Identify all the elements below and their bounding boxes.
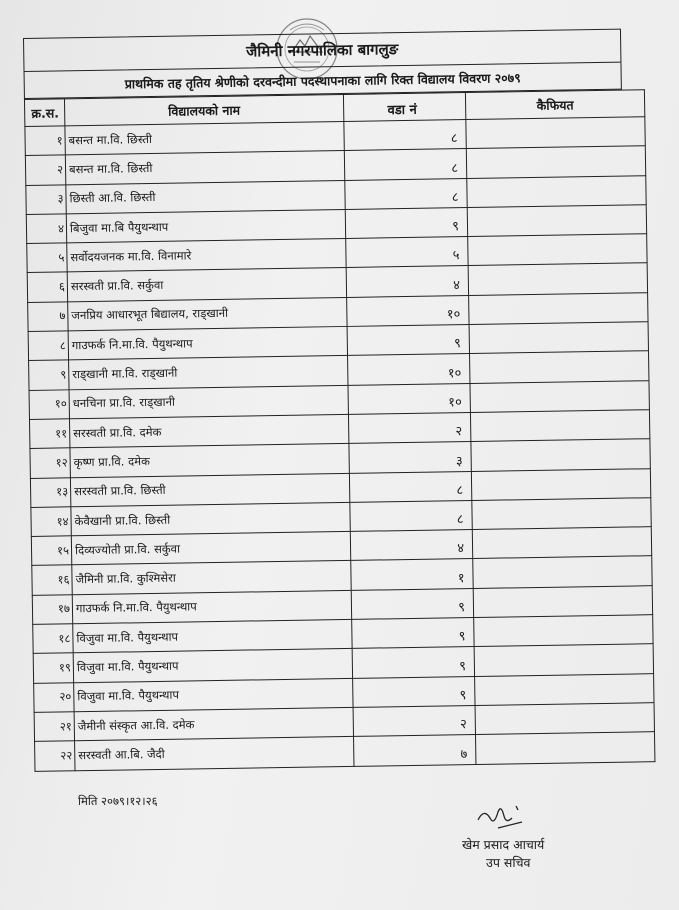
row-ward-number: ३ — [349, 442, 471, 473]
row-ward-number: ९ — [345, 207, 467, 238]
document-subtitle: प्राथमिक तह तृतिय श्रेणीको दरवन्दीमा पदस्थापनाका लागि रिक्त विद्यालय विवरण २०७९ — [24, 63, 622, 99]
row-school-name: जैमिनी प्रा.वि. कुश्मिसेरा — [72, 561, 351, 595]
row-ward-number: ९ — [352, 647, 474, 678]
row-remark — [468, 234, 647, 266]
document-date: मिति २०७९।१२।२६ — [78, 794, 158, 808]
row-serial-number: १५ — [31, 536, 71, 566]
row-school-name: धनचिना प्रा.वि. राड्खानी — [69, 385, 348, 419]
row-remark — [475, 673, 654, 705]
row-ward-number: १० — [348, 383, 470, 414]
vacancy-document — [23, 29, 632, 772]
row-serial-number: ७ — [28, 302, 68, 332]
row-serial-number: ६ — [27, 272, 67, 302]
row-school-name: विजुवा मा.वि. पैयुथन्थाप — [74, 678, 353, 712]
row-ward-number: ९ — [351, 588, 473, 619]
row-serial-number: ५ — [27, 243, 67, 273]
row-serial-number: ४ — [26, 214, 66, 244]
row-serial-number: ११ — [29, 419, 69, 449]
row-remark — [471, 468, 650, 500]
row-remark — [471, 439, 650, 471]
row-ward-number: ८ — [344, 149, 466, 180]
row-school-name: सरस्वती प्रा.वि. छिस्ती — [70, 473, 349, 507]
row-school-name: गाउफर्क नि.मा.वि. पैयुथन्थाप — [72, 590, 351, 624]
row-school-name: बिजुवा मा.बि पैयुथन्थाप — [66, 209, 345, 243]
row-serial-number: १ — [25, 126, 65, 156]
row-school-name: जैमीनी संस्कृत आ.वि. दमेक — [74, 707, 353, 741]
row-remark — [469, 293, 648, 325]
row-ward-number: १० — [348, 354, 470, 385]
row-remark — [472, 527, 651, 559]
row-school-name: सर्वोदयजनक मा.वि. विनामारे — [67, 239, 346, 273]
row-serial-number: ९ — [29, 360, 69, 390]
row-ward-number: ८ — [345, 178, 467, 209]
row-ward-number: ४ — [350, 530, 472, 561]
row-remark — [467, 205, 646, 237]
signer-name: खेम प्रसाद आचार्य — [462, 837, 545, 852]
row-remark — [470, 351, 649, 383]
row-school-name: विजुवा मा.वि. पैयुथन्थाप — [73, 649, 352, 683]
row-school-name: बसन्त मा.वि. छिस्ती — [65, 121, 344, 155]
row-serial-number: १९ — [33, 653, 73, 683]
row-ward-number: ९ — [352, 618, 474, 649]
row-school-name: दिव्यज्योती प्रा.वि. सर्कुवा — [71, 532, 350, 566]
row-serial-number: २० — [34, 682, 74, 712]
row-ward-number: २ — [348, 412, 470, 443]
signer-post: उप सचिव — [486, 855, 531, 870]
row-ward-number: ७ — [354, 735, 476, 766]
row-remark — [473, 556, 652, 588]
municipality-title: जैमिनी नगरपालिका बागलुङ — [23, 29, 621, 72]
row-remark — [474, 644, 653, 676]
row-serial-number: १७ — [32, 595, 72, 625]
row-remark — [467, 175, 646, 207]
row-school-name: सरस्वती प्रा.वि. सर्कुवा — [67, 268, 346, 302]
row-remark — [474, 615, 653, 647]
row-school-name: राड्खानी मा.वि. राड्खानी — [69, 356, 348, 390]
row-remark — [469, 322, 648, 354]
row-remark — [466, 117, 645, 149]
row-serial-number: १६ — [32, 565, 72, 595]
row-ward-number: १० — [347, 295, 469, 326]
row-remark — [472, 498, 651, 530]
row-serial-number: १८ — [33, 624, 73, 654]
row-remark — [475, 703, 654, 735]
row-ward-number: ५ — [346, 237, 468, 268]
row-remark — [466, 146, 645, 178]
row-school-name: कृष्ण प्रा.वि. दमेक — [70, 444, 349, 478]
row-remark — [470, 410, 649, 442]
row-serial-number: २२ — [35, 741, 75, 771]
row-serial-number: १४ — [31, 507, 71, 537]
row-remark — [468, 263, 647, 295]
column-header-sn: क्र.स. — [24, 99, 64, 127]
column-header-school: विद्यालयको नाम — [64, 94, 343, 125]
row-ward-number: २ — [353, 705, 475, 736]
row-school-name: सरस्वती प्रा.वि. दमेक — [69, 414, 348, 448]
row-serial-number: २१ — [34, 712, 74, 742]
row-remark — [473, 585, 652, 617]
row-ward-number: ८ — [344, 120, 466, 151]
row-serial-number: ३ — [26, 184, 66, 214]
row-school-name: छिस्ती आ.वि. छिस्ती — [66, 180, 345, 214]
row-remark — [475, 732, 654, 764]
column-header-ward: वडा नं — [343, 93, 465, 122]
row-school-name: सरस्वती आ.बि. जैदी — [75, 737, 354, 771]
column-header-remark: कैफियत — [465, 90, 644, 120]
row-ward-number: ४ — [346, 266, 468, 297]
row-serial-number: १० — [29, 389, 69, 419]
row-ward-number: ९ — [347, 325, 469, 356]
row-serial-number: ८ — [28, 331, 68, 361]
handwritten-signature — [468, 798, 538, 838]
row-ward-number: ९ — [353, 676, 475, 707]
row-school-name: विजुवा मा.वि. पैयुथन्थाप — [73, 619, 352, 653]
row-school-name: बसन्त मा.वि. छिस्ती — [65, 151, 344, 185]
row-ward-number: ८ — [350, 500, 472, 531]
vacancy-table — [24, 89, 655, 771]
row-serial-number: २ — [25, 155, 65, 185]
row-school-name: केवैखानी प्रा.वि. छिस्ती — [71, 502, 350, 536]
row-serial-number: १३ — [30, 477, 70, 507]
row-ward-number: ८ — [349, 471, 471, 502]
row-school-name: गाउफर्क नि.मा.वि. पैयुथन्थाप — [68, 327, 347, 361]
row-serial-number: १२ — [30, 448, 70, 478]
row-school-name: जनप्रिय आधारभूत बिद्यालय, राड्खानी — [68, 297, 347, 331]
row-remark — [470, 380, 649, 412]
row-ward-number: १ — [351, 559, 473, 590]
